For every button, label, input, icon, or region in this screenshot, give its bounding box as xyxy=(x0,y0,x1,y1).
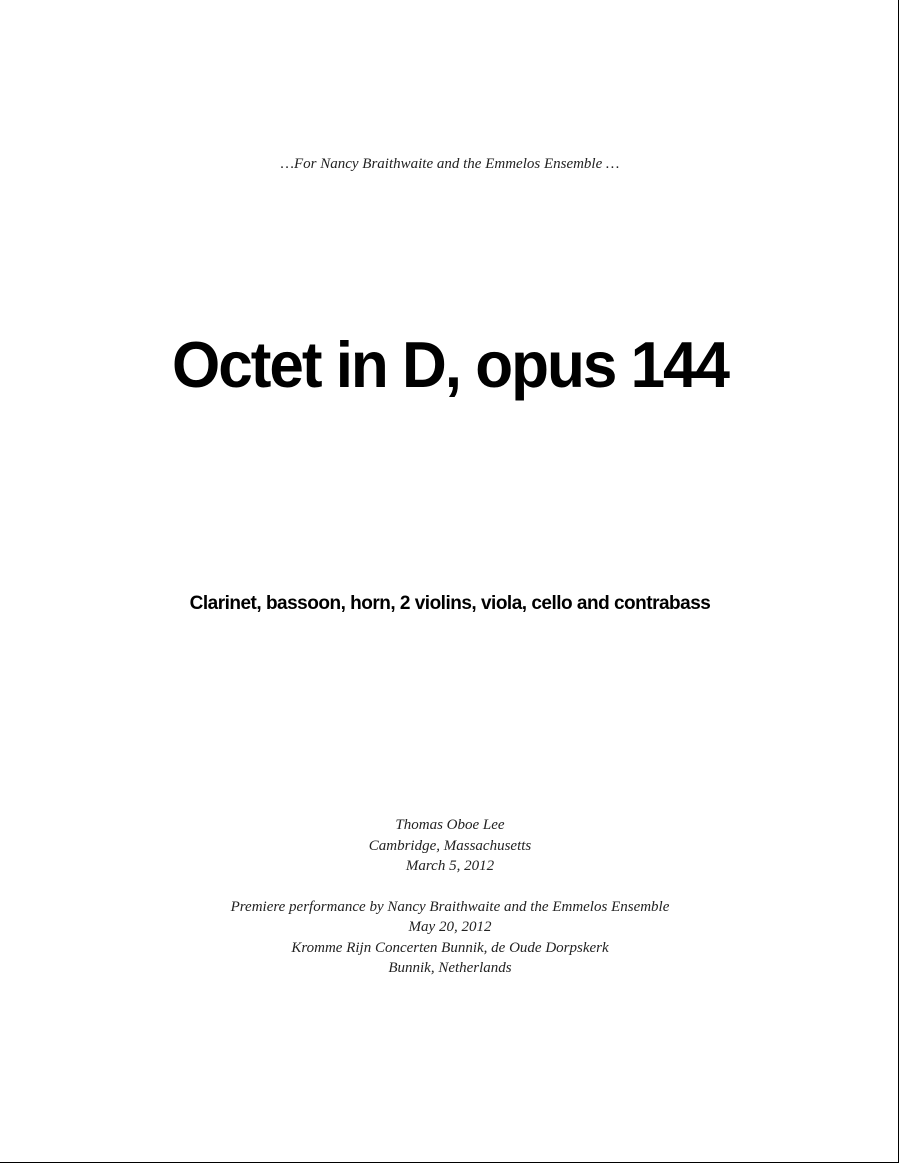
instrumentation: Clarinet, bassoon, horn, 2 violins, viola, cello and contrabass xyxy=(189,593,711,614)
composer-name: Thomas Oboe Lee xyxy=(395,817,505,833)
dedication: …For Nancy Braithwaite and the Emmelos Ensemble … xyxy=(280,156,620,172)
premiere-venue: Kromme Rijn Concerten Bunnik, de Oude Dorpskerk xyxy=(291,939,609,956)
composition-date: March 5, 2012 xyxy=(405,858,495,874)
premiere-performers: Premiere performance by Nancy Braithwaite and the Emmelos Ensemble xyxy=(230,898,670,915)
composition-place: Cambridge, Massachusetts xyxy=(368,837,532,854)
credits-block xyxy=(0,815,900,979)
work-title: Octet in D, opus 144 xyxy=(171,329,729,402)
premiere-location: Bunnik, Netherlands xyxy=(388,960,512,976)
premiere-date: May 20, 2012 xyxy=(408,919,492,935)
spacer xyxy=(0,877,900,897)
